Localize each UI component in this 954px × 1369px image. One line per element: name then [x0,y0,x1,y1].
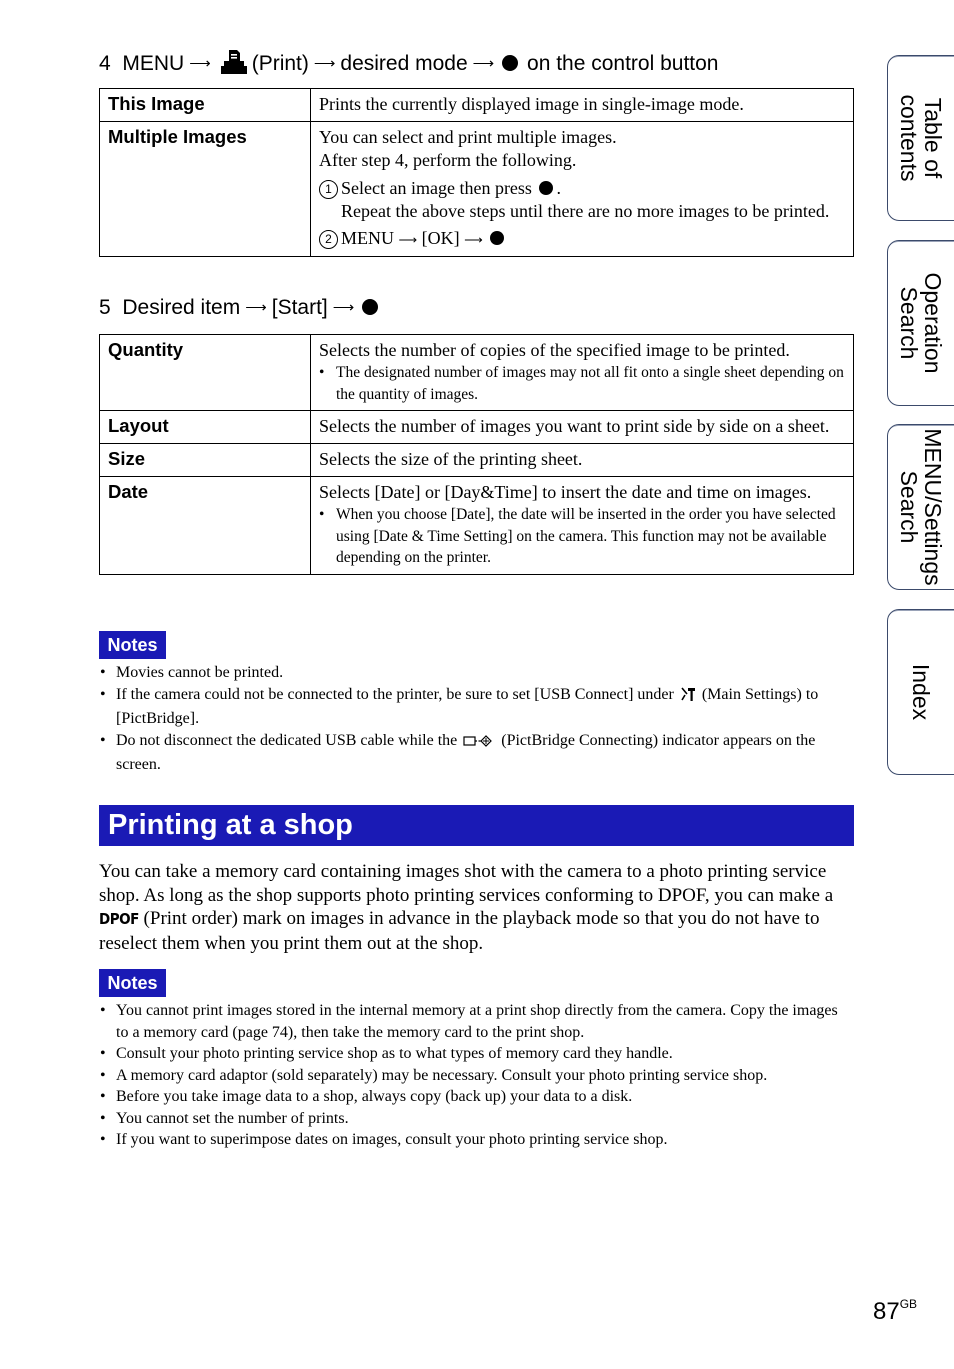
note-text: Do not disconnect the dedicated USB cable while the [116,731,458,749]
arrow-right-icon: ⟶ [472,55,495,72]
menu-label: MENU [122,52,185,75]
description-line: Selects [Date] or [Day&Time] to insert the date and time on images. [319,482,812,502]
arrow-right-icon: ⟶ [189,55,211,72]
ok-label: [OK] [421,228,460,248]
note-text: (Main Settings) to [PictBridge]. [116,685,819,727]
control-button-center-icon [539,181,553,195]
row-description: Prints the currently displayed image in single-image mode. [311,89,854,122]
page-number [873,1290,917,1326]
pictbridge-connecting-icon [463,733,495,755]
sub-step [319,227,845,251]
print-label: (Print) [251,52,309,75]
sub-step-continuation: Repeat the above steps until there are no more images to be printed. [341,201,830,221]
note-text: If the camera could not be connected to the printer, be sure to set [USB Connect] under [116,685,674,703]
row-description [311,477,854,575]
notes-list [99,662,854,776]
list-item [99,730,854,776]
sub-step-period: . [556,178,561,198]
desired-item-label: Desired item [122,296,241,319]
tab-index[interactable] [887,609,954,775]
description-line: You can select and print multiple images. [319,127,617,147]
row-description [311,122,854,257]
section-title: Printing at a shop [99,805,854,846]
arrow-right-icon: ⟶ [398,232,418,247]
table-row [100,89,854,122]
dpof-mark-icon: DPOF [99,910,139,928]
notes-list [99,1000,854,1151]
arrow-right-icon: ⟶ [313,55,336,72]
sub-step-text: Select an image then press [341,178,532,198]
table-row [100,444,854,477]
list-item: • A memory card adaptor (sold separately) may be necessary. Consult your photo printing service shop. [99,1065,854,1087]
notes-badge: Notes [99,969,166,997]
control-button-center-icon [362,299,378,315]
step-5-instruction [99,295,381,321]
step-4-instruction [99,49,719,82]
arrow-right-icon: ⟶ [332,299,355,316]
table-row [100,411,854,444]
arrow-right-icon: ⟶ [464,232,483,247]
page-number-suffix: GB [899,1297,918,1311]
table-row [100,477,854,575]
circled-number: 2 [319,230,338,249]
row-label: Quantity [100,335,311,411]
list-item: • Consult your photo printing service shop as to what types of memory card they handle. [99,1043,854,1065]
row-label: Date [100,477,311,575]
step-number: 4 [99,52,111,75]
circled-number: 1 [319,180,338,199]
control-button-center-icon [502,55,518,71]
paragraph-text: (Print order) mark on images in advance in the playback mode so that you do not have to reselect them when you print them out at the shop. [99,908,820,954]
paragraph-text: You can take a memory card containing images shot with the camera to a photo printing service shop. As long as the shop supports photo printing services conforming to DPOF, you can make a [99,861,834,906]
row-label: This Image [100,89,311,122]
list-item: • You cannot print images stored in the internal memory at a print shop directly from the camera. Copy the images to a memory card (page 74), then take the memory card to the print shop. [99,1000,854,1043]
print-settings-table [99,334,854,575]
tab-label: Operation Search [896,272,947,374]
list-item: • Movies cannot be printed. [99,662,854,684]
row-description [311,335,854,411]
row-label: Multiple Images [100,122,311,257]
list-item [99,684,854,730]
print-mode-table [99,88,854,257]
description-bullet: • The designated number of images may not all fit onto a single sheet depending on the quantity of images. [319,362,845,405]
row-label: Size [100,444,311,477]
note-text: (PictBridge Connecting) indicator appears on the screen. [116,731,816,773]
tab-label: MENU/Settings Search [896,428,947,586]
row-label: Layout [100,411,311,444]
list-item: • You cannot set the number of prints. [99,1108,854,1130]
menu-label: MENU [341,228,394,248]
table-row [100,122,854,257]
desired-mode-label: desired mode [340,52,468,75]
description-line: After step 4, perform the following. [319,150,577,170]
page-number-value: 87 [873,1298,900,1325]
tab-label: Table of contents [896,94,947,182]
tab-table-of-contents[interactable] [887,55,954,221]
row-description: Selects the number of images you want to print side by side on a sheet. [311,411,854,444]
row-description: Selects the size of the printing sheet. [311,444,854,477]
control-button-label: on the control button [527,52,719,75]
arrow-right-icon: ⟶ [245,299,267,316]
control-button-center-icon [490,231,504,245]
tab-label: Index [908,663,935,721]
step-number: 5 [99,296,111,319]
list-item: • Before you take image data to a shop, always copy (back up) your data to a disk. [99,1086,854,1108]
description-bullet: • When you choose [Date], the date will be inserted in the order you have selected using [Date & Time Setting] on the camera. This function may not be available depending on the printer. [319,504,845,569]
list-item: • If you want to superimpose dates on images, consult your photo printing service shop. [99,1129,854,1151]
shop-paragraph [99,860,854,955]
tab-menu-settings-search[interactable] [887,424,954,590]
tab-operation-search[interactable] [887,240,954,406]
sub-step [319,177,845,200]
settings-tools-icon [680,686,696,709]
start-label: [Start] [271,296,328,319]
print-icon [220,49,248,82]
table-row [100,335,854,411]
notes-badge: Notes [99,631,166,659]
description-line: Selects the number of copies of the specified image to be printed. [319,340,790,360]
